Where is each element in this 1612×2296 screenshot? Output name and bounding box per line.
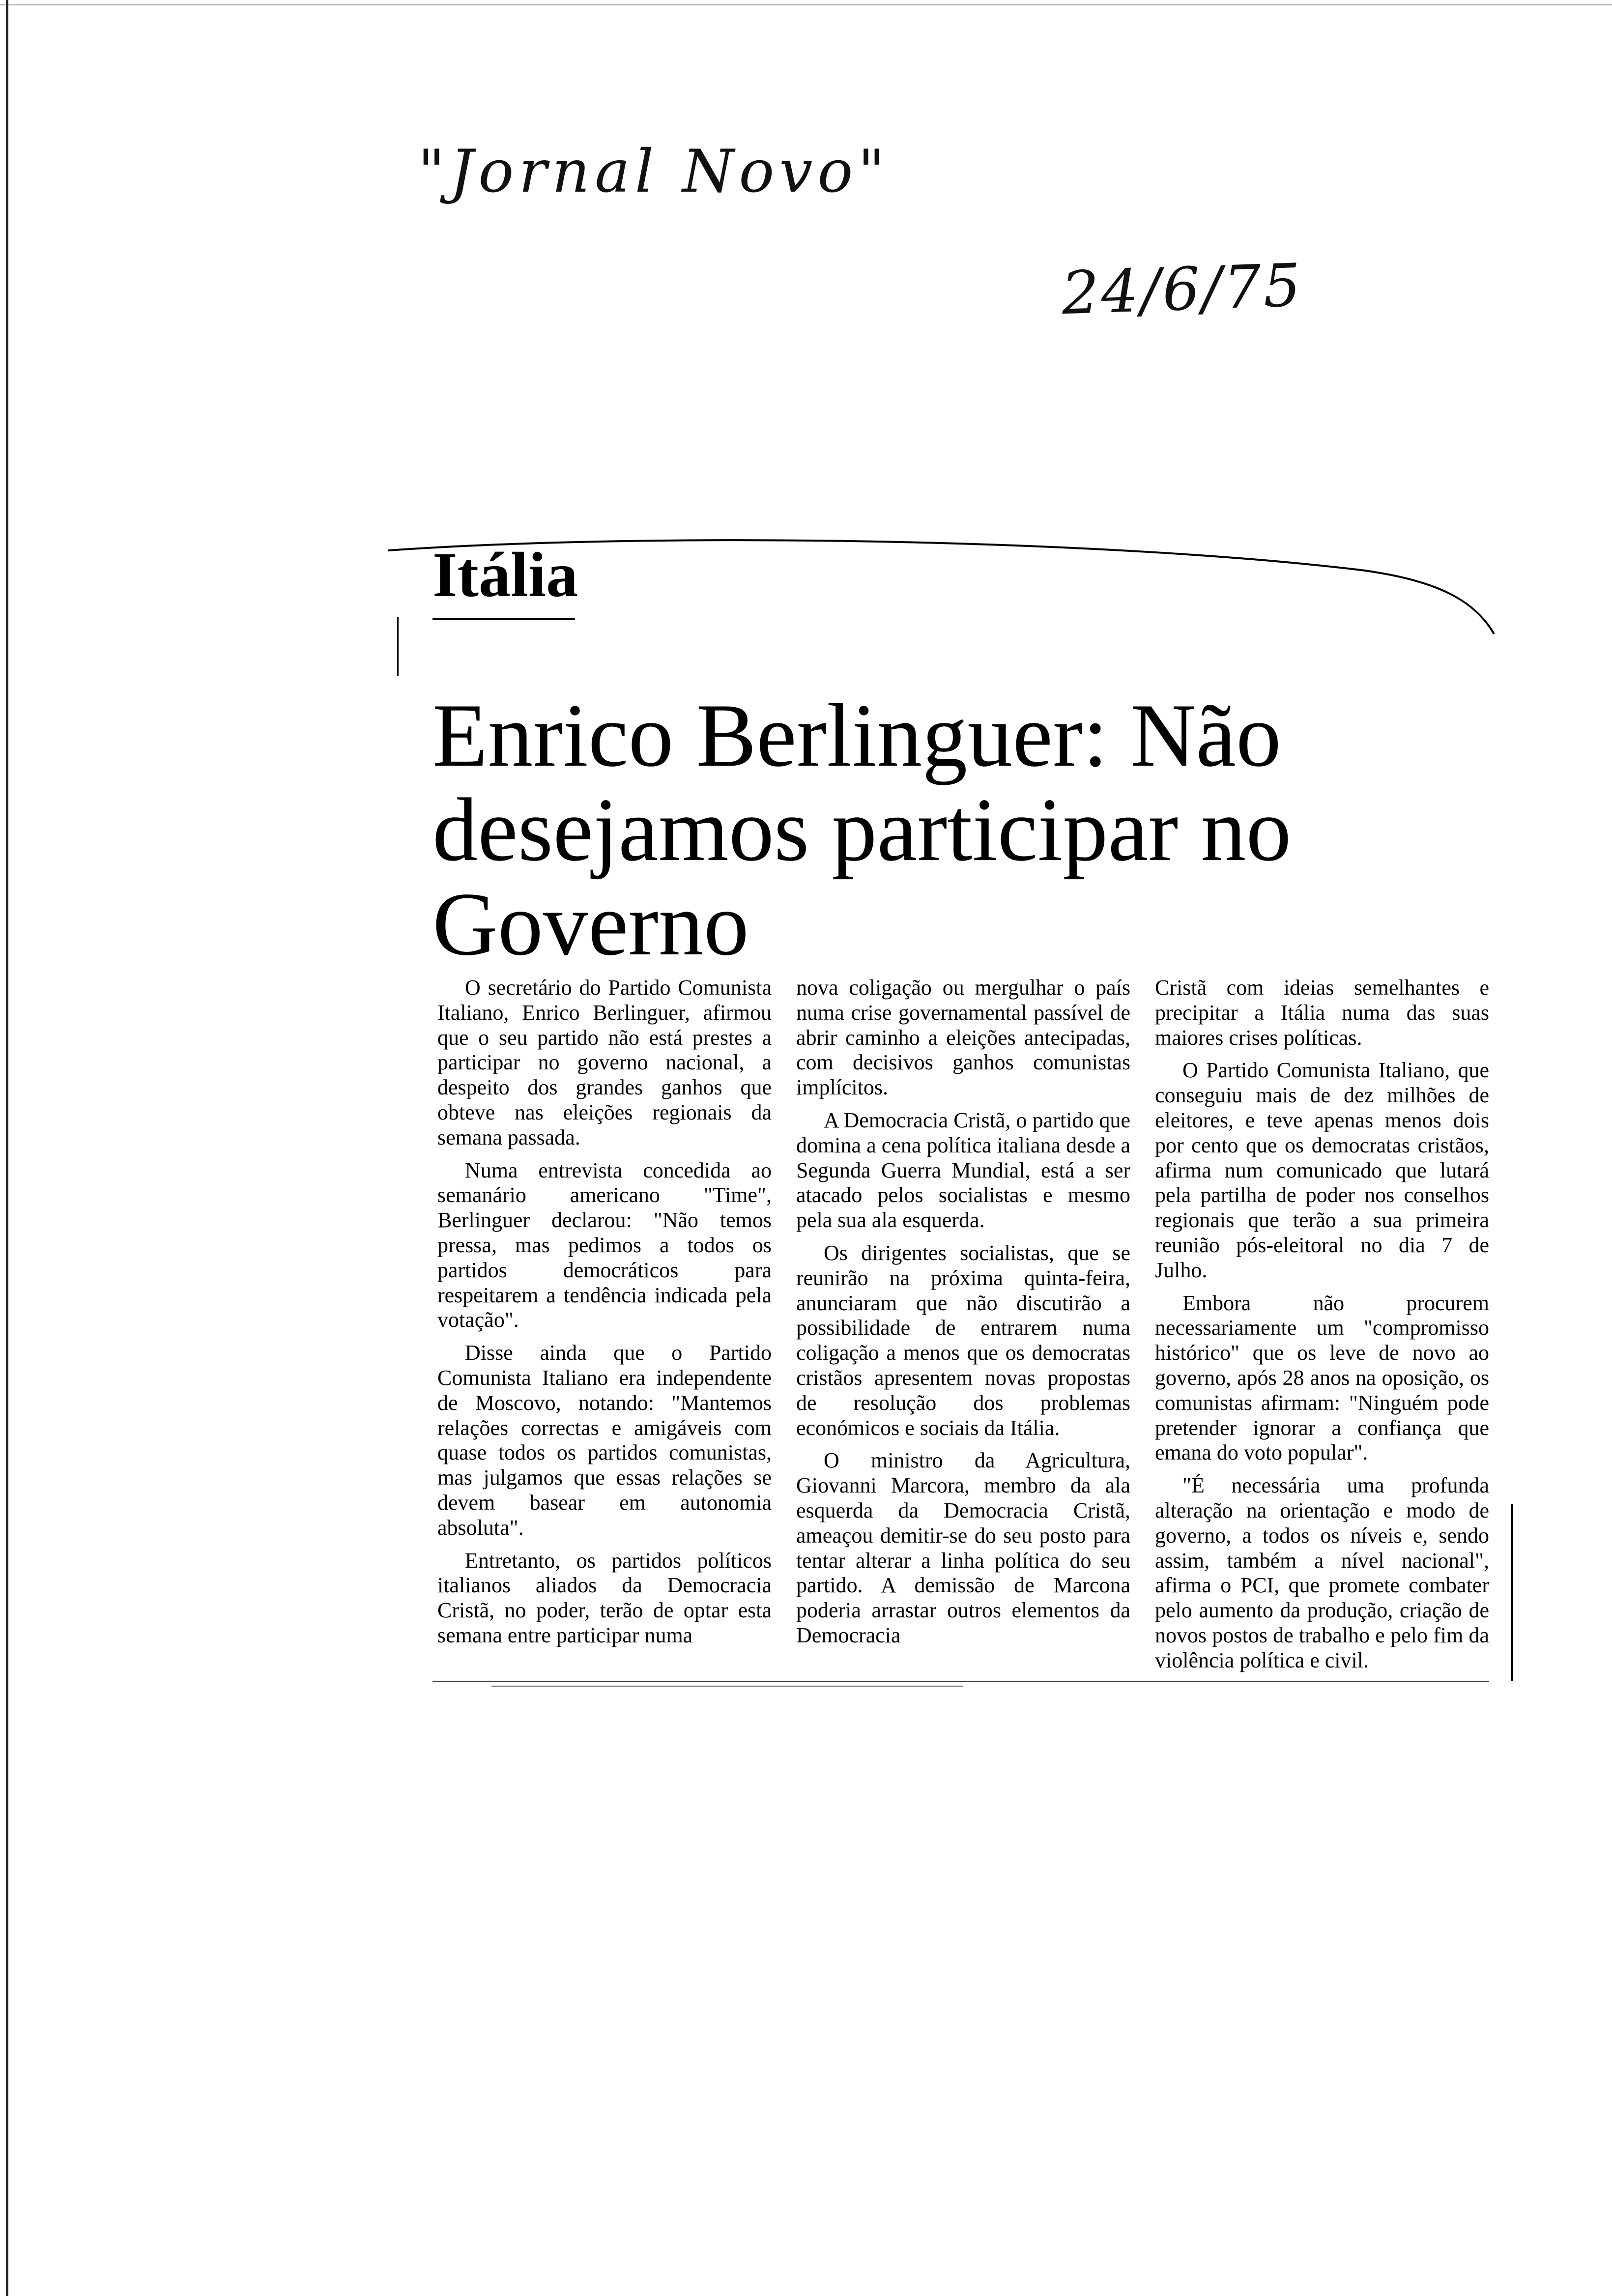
paragraph: Cristã com ideias semelhantes e precipitar a Itália numa das suas maiores crises políticas. [1155,976,1489,1050]
paragraph: O secretário do Partido Comunista Italiano, Enrico Berlinguer, afirmou que o seu partido não está prestes a participar no governo nacional, a despeito dos grandes ganhos que obteve nas eleições regionais da semana passada. [437,976,772,1149]
scan-edge-top [0,4,1612,5]
scan-edge-left [6,0,8,2296]
paragraph: Embora não procurem necessariamente um "compromisso histórico" que os leve de novo ao governo, após 28 anos na oposição, os comunistas afirmam: "Ninguém pode pretender ignorar a confiança que emana do voto popular". [1155,1291,1489,1465]
paragraph: Numa entrevista concedida ao semanário americano "Time", Berlinguer declarou: "Não temos pressa, mas pedimos a todos os partidos democráticos para respeitarem a tendência indicada pela votação". [437,1158,772,1332]
paragraph: O Partido Comunista Italiano, que conseguiu mais de dez milhões de eleitores, e teve apenas menos dois por cento que os democratas cristãos, afirma num comunicado que lutará pela partilha de poder nos conselhos regionais que terão a sua primeira reunião pós-eleitoral no dia 7 de Julho. [1155,1058,1489,1282]
paragraph: Entretanto, os partidos políticos italianos aliados da Democracia Cristã, no poder, terão de optar esta semana entre participar numa [437,1548,772,1647]
paragraph: nova coligação ou mergulhar o país numa crise governamental passível de abrir caminho a eleições antecipadas, com decisivos ganhos comunistas implícitos. [796,976,1130,1100]
paragraph: A Democracia Cristã, o partido que domina a cena política italiana desde a Segunda Guerra Mundial, está a ser atacado pelos socialistas e mesmo pela sua ala esquerda. [796,1108,1130,1233]
column-rule [1511,1504,1513,1681]
handwritten-date-note: 24/6/75 [1060,251,1304,328]
margin-mark [397,617,399,676]
bottom-rule-secondary [491,1686,963,1687]
paragraph: Disse ainda que o Partido Comunista Italiano era independente de Moscovo, notando: "Mantemos relações correctas e amigáveis com quase todos os partidos comunistas, mas julgamos que essas relações se devem basear em autonomia absoluta". [437,1341,772,1540]
paragraph: "É necessária uma profunda alteração na orientação e modo de governo, a todos os níveis e, sendo assim, também a nível nacional", afirma o PCI, que promete combater pelo aumento da produção, criação de novos postos de trabalho e pelo fim da violência política e civil. [1155,1473,1489,1672]
article-column-1 [437,976,772,1656]
paragraph: O ministro da Agricultura, Giovanni Marcora, membro da ala esquerda da Democracia Cristã, ameaçou demitir-se do seu posto para tentar alterar a linha política do seu partido. A demissão de Marcona poderia arrastar outros elementos da Democracia [796,1448,1130,1647]
article-column-3 [1155,976,1489,1681]
paragraph: Os dirigentes socialistas, que se reunirão na próxima quinta-feira, anunciaram que não discutirão a possibilidade de entrarem numa coligação a menos que os democratas cristãos apresentem novas propostas de resolução dos problemas económicos e sociais da Itália. [796,1240,1130,1440]
article-column-2 [796,976,1130,1656]
handwritten-source-note: "Jornal Novo" [418,138,890,206]
bottom-rule [432,1681,1489,1682]
section-underline [432,618,575,620]
section-label: Itália [432,540,578,610]
article-headline: Enrico Berlinguer: Não desejamos participar no Governo [432,685,1292,974]
